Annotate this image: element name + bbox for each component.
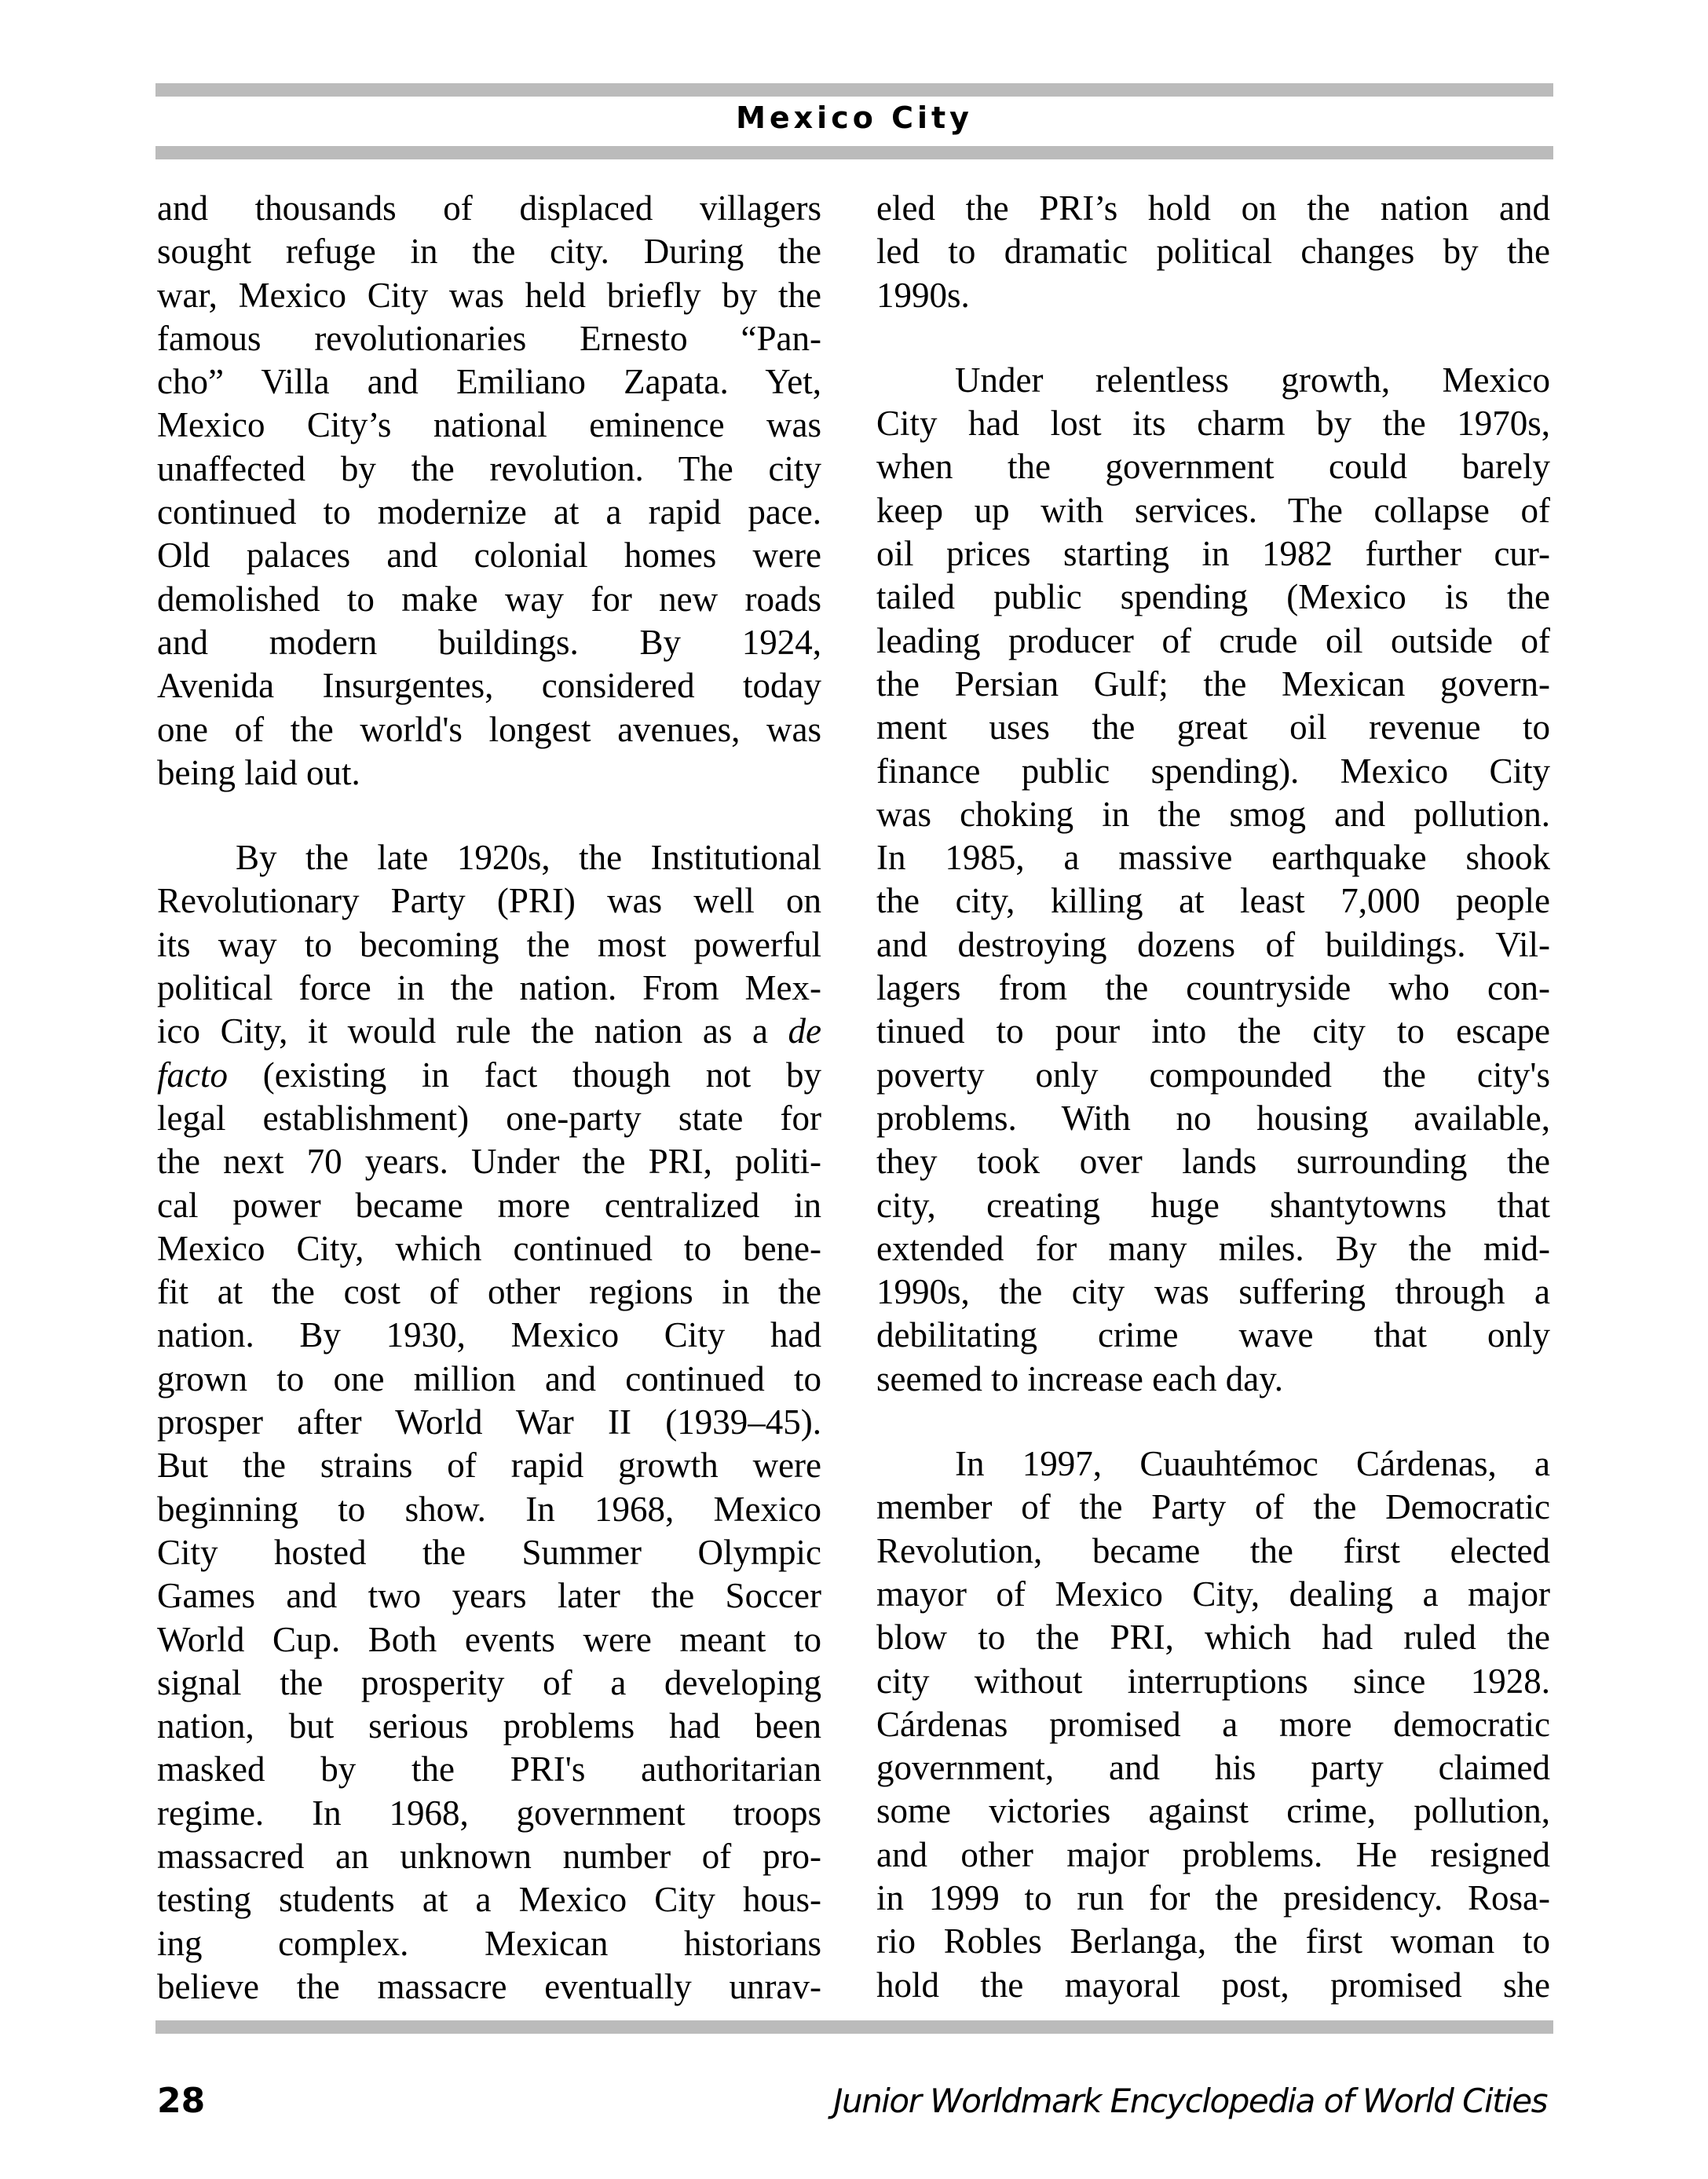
text-line: lagers from the countryside who con- — [876, 968, 1550, 1008]
text-line: nation. By 1930, Mexico City had — [157, 1315, 821, 1355]
text-line: poverty only compounded the city's — [876, 1055, 1550, 1095]
text-line: World Cup. Both events were meant to — [157, 1619, 821, 1659]
paragraph — [157, 187, 821, 795]
text-line: famous revolutionaries Ernesto “Pan- — [157, 318, 821, 358]
text-fragment: (existing in fact though not by — [262, 1055, 821, 1095]
text-line: war, Mexico City was held briefly by the — [157, 275, 821, 315]
text-line: keep up with services. The collapse of — [876, 490, 1550, 530]
text-line: problems. With no housing available, — [876, 1098, 1550, 1138]
text-line: 1990s. — [876, 275, 970, 315]
text-line: fit at the cost of other regions in the — [157, 1272, 821, 1312]
text-line: regime. In 1968, government troops — [157, 1793, 821, 1833]
left-column — [157, 187, 821, 2009]
paragraph — [876, 359, 1550, 1401]
text-line: being laid out. — [157, 752, 360, 792]
text-line: was choking in the smog and pollution. — [876, 794, 1550, 834]
text-line: By the late 1920s, the Institutional — [236, 838, 821, 878]
paragraph — [876, 1442, 1550, 2007]
text-line: member of the Party of the Democratic — [876, 1487, 1550, 1527]
paragraph-gap — [876, 317, 1550, 359]
text-line: city without interruptions since 1928. — [876, 1661, 1550, 1701]
text-line: In 1985, a massive earthquake shook — [876, 838, 1550, 878]
text-line: blow to the PRI, which had ruled the — [876, 1618, 1550, 1658]
text-line: legal establishment) one-party state for — [157, 1098, 821, 1138]
text-line: eled the PRI’s hold on the nation and — [876, 188, 1550, 228]
text-line: unaffected by the revolution. The city — [157, 448, 821, 488]
text-line: the Persian Gulf; the Mexican govern- — [876, 664, 1550, 704]
text-line-with-italic — [157, 1010, 821, 1053]
text-line: beginning to show. In 1968, Mexico — [157, 1489, 821, 1529]
text-line: ing complex. Mexican historians — [157, 1923, 821, 1963]
text-line: its way to becoming the most powerful — [157, 924, 821, 964]
text-line: seemed to increase each day. — [876, 1358, 1284, 1398]
text-line: tinued to pour into the city to escape — [876, 1011, 1550, 1051]
text-line: and other major problems. He resigned — [876, 1834, 1550, 1874]
italic-term: facto — [157, 1055, 228, 1095]
paragraph-gap — [876, 1401, 1550, 1442]
text-line: Mexico City’s national eminence was — [157, 405, 821, 445]
text-line: prosper after World War II (1939–45). — [157, 1402, 821, 1442]
text-line: tailed public spending (Mexico is the — [876, 577, 1550, 617]
book-title: Junior Worldmark Encyclopedia of World Cities — [833, 2082, 1547, 2120]
running-head-title: Mexico City — [736, 101, 973, 135]
text-fragment: ico City, it would rule the nation as a — [157, 1011, 768, 1051]
text-line: grown to one million and continued to — [157, 1358, 821, 1398]
text-line: hold the mayoral post, promised she — [876, 1965, 1550, 2005]
text-line: 1990s, the city was suffering through a — [876, 1272, 1550, 1312]
text-line: cal power became more centralized in — [157, 1185, 821, 1225]
text-line: Under relentless growth, Mexico — [955, 360, 1550, 400]
right-column — [876, 187, 1550, 2007]
text-line: masked by the PRI's authoritarian — [157, 1749, 821, 1790]
text-line: Revolution, became the first elected — [876, 1530, 1550, 1570]
text-line: one of the world's longest avenues, was — [157, 709, 821, 749]
paragraph — [876, 187, 1550, 317]
text-line: debilitating crime wave that only — [876, 1315, 1550, 1355]
page-number: 28 — [157, 2081, 206, 2121]
header-rule-bottom — [155, 146, 1553, 159]
paragraph — [157, 836, 821, 2009]
header-rule-top — [155, 83, 1553, 97]
text-line: political force in the nation. From Mex- — [157, 968, 821, 1008]
text-line: and thousands of displaced villagers — [157, 188, 821, 228]
text-line: signal the prosperity of a developing — [157, 1662, 821, 1702]
paragraph-gap — [157, 795, 821, 836]
text-line: when the government could barely — [876, 447, 1550, 487]
text-line-with-italic — [157, 1054, 821, 1097]
text-line: the city, killing at least 7,000 people — [876, 881, 1550, 921]
text-line: Cárdenas promised a more democratic — [876, 1704, 1550, 1744]
text-line: government, and his party claimed — [876, 1748, 1550, 1788]
text-line: and modern buildings. By 1924, — [157, 622, 821, 662]
text-line: continued to modernize at a rapid pace. — [157, 492, 821, 532]
text-line: the next 70 years. Under the PRI, politi- — [157, 1142, 821, 1182]
text-line: led to dramatic political changes by the — [876, 232, 1550, 272]
text-line: cho” Villa and Emiliano Zapata. Yet, — [157, 362, 821, 402]
text-line: massacred an unknown number of pro- — [157, 1836, 821, 1876]
italic-term: de — [788, 1011, 822, 1051]
text-line: mayor of Mexico City, dealing a major — [876, 1574, 1550, 1614]
text-line: finance public spending). Mexico City — [876, 751, 1550, 791]
text-line: and destroying dozens of buildings. Vil- — [876, 924, 1550, 964]
text-line: City hosted the Summer Olympic — [157, 1532, 821, 1572]
text-line: rio Robles Berlanga, the first woman to — [876, 1921, 1550, 1961]
text-line: believe the massacre eventually unrav- — [157, 1966, 821, 2006]
text-line: testing students at a Mexico City hous- — [157, 1880, 821, 1920]
text-line: Games and two years later the Soccer — [157, 1576, 821, 1616]
text-line: City had lost its charm by the 1970s, — [876, 404, 1550, 444]
text-line: Revolutionary Party (PRI) was well on — [157, 881, 821, 921]
text-line: they took over lands surrounding the — [876, 1142, 1550, 1182]
text-line: Avenida Insurgentes, considered today — [157, 666, 821, 706]
text-line: Old palaces and colonial homes were — [157, 536, 821, 576]
text-line: sought refuge in the city. During the — [157, 232, 821, 272]
text-line: extended for many miles. By the mid- — [876, 1228, 1550, 1268]
text-line: In 1997, Cuauhtémoc Cárdenas, a — [955, 1444, 1550, 1484]
text-line: nation, but serious problems had been — [157, 1706, 821, 1746]
text-line: ment uses the great oil revenue to — [876, 707, 1550, 748]
text-line: city, creating huge shantytowns that — [876, 1185, 1550, 1225]
text-line: Mexico City, which continued to bene- — [157, 1228, 821, 1268]
text-line: some victories against crime, pollution, — [876, 1791, 1550, 1831]
text-line: oil prices starting in 1982 further cur- — [876, 534, 1550, 574]
text-line: demolished to make way for new roads — [157, 579, 821, 619]
text-line: leading producer of crude oil outside of — [876, 620, 1550, 660]
text-line: in 1999 to run for the presidency. Rosa- — [876, 1877, 1550, 1918]
text-line: But the strains of rapid growth were — [157, 1446, 821, 1486]
footer-rule — [155, 2020, 1553, 2034]
